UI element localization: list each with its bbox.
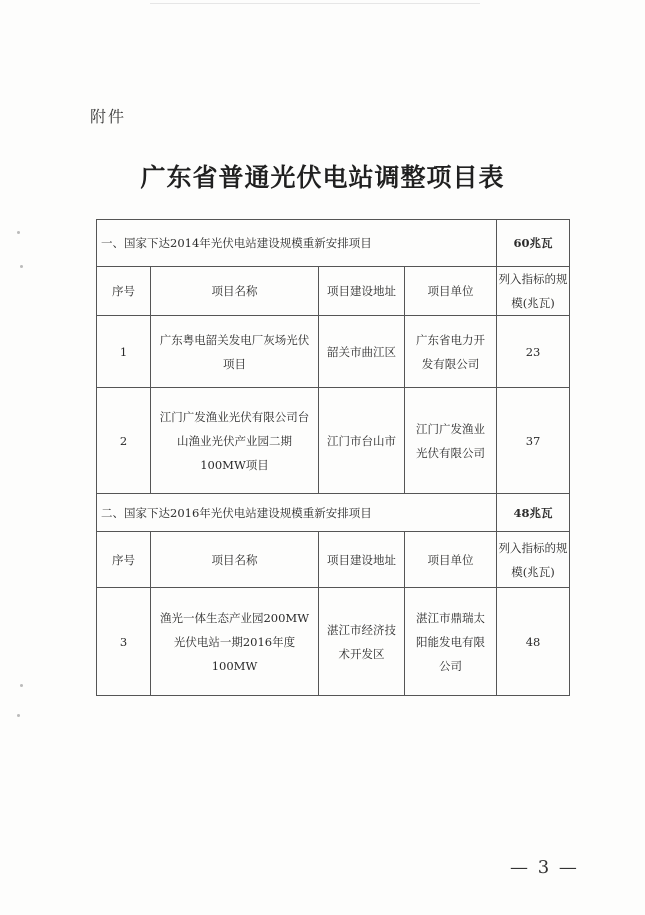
document-title: 广东省普通光伏电站调整项目表	[140, 163, 505, 192]
column-header-row	[97, 532, 570, 588]
header-name: 项目名称	[151, 267, 319, 316]
scan-speck	[17, 231, 20, 234]
section-header-row	[97, 494, 570, 532]
column-header-row	[97, 267, 570, 316]
header-location: 项目建设地址	[319, 267, 405, 316]
scan-artifact-line	[150, 3, 480, 4]
attachment-label: 附件	[90, 107, 127, 126]
row-unit: 湛江市鼎瑞太阳能发电有限公司	[405, 588, 497, 696]
header-location: 项目建设地址	[319, 532, 405, 588]
row-name: 渔光一体生态产业园200MW光伏电站一期2016年度100MW	[151, 588, 319, 696]
header-unit: 项目单位	[405, 267, 497, 316]
section-label: 二、国家下达2016年光伏电站建设规模重新安排项目	[97, 494, 497, 532]
row-location: 韶关市曲江区	[319, 316, 405, 388]
row-location: 江门市台山市	[319, 388, 405, 494]
row-seq: 3	[97, 588, 151, 696]
section-label: 一、国家下达2014年光伏电站建设规模重新安排项目	[97, 220, 497, 267]
row-name: 江门广发渔业光伏有限公司台山渔业光伏产业园二期100MW项目	[151, 388, 319, 494]
table-row	[97, 588, 570, 696]
row-scale: 23	[497, 316, 570, 388]
header-scale: 列入指标的规模(兆瓦)	[497, 267, 570, 316]
header-name: 项目名称	[151, 532, 319, 588]
header-seq: 序号	[97, 267, 151, 316]
row-unit: 广东省电力开发有限公司	[405, 316, 497, 388]
scan-speck	[17, 714, 20, 717]
section-total: 60兆瓦	[497, 220, 570, 267]
page-number: — 3 —	[510, 857, 579, 878]
header-unit: 项目单位	[405, 532, 497, 588]
section-total: 48兆瓦	[497, 494, 570, 532]
project-table	[96, 219, 570, 696]
scan-speck	[20, 684, 23, 687]
scan-speck	[20, 265, 23, 268]
row-seq: 2	[97, 388, 151, 494]
header-seq: 序号	[97, 532, 151, 588]
table-row	[97, 316, 570, 388]
row-scale: 37	[497, 388, 570, 494]
header-scale: 列入指标的规模(兆瓦)	[497, 532, 570, 588]
row-name: 广东粤电韶关发电厂灰场光伏项目	[151, 316, 319, 388]
row-location: 湛江市经济技术开发区	[319, 588, 405, 696]
table-row	[97, 388, 570, 494]
row-scale: 48	[497, 588, 570, 696]
row-seq: 1	[97, 316, 151, 388]
section-header-row	[97, 220, 570, 267]
row-unit: 江门广发渔业光伏有限公司	[405, 388, 497, 494]
